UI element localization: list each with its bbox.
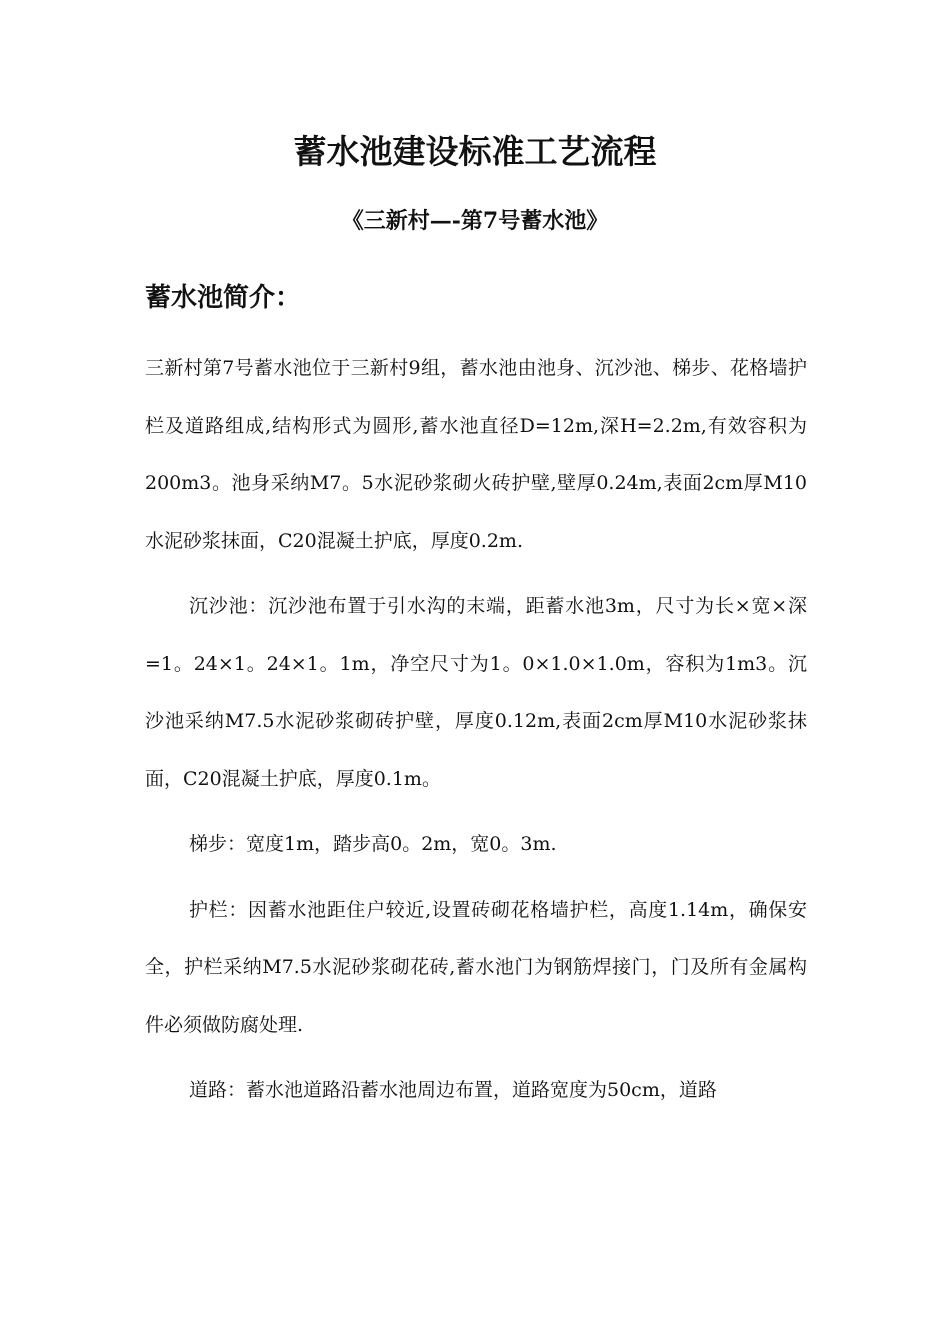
section-heading: 蓄水池简介： — [145, 283, 302, 313]
paragraph-railing: 护栏：因蓄水池距住户较近,设置砖砌花格墙护栏，高度1.14m，确保安全，护栏采纳M7.5水泥砂浆砌花砖,蓄水池门为钢筋焊接门，门及所有金属构件必须做防腐处理. — [145, 898, 807, 1036]
document-subtitle: 《三新村—-第7号蓄水池》 — [341, 208, 609, 234]
document-body — [145, 340, 807, 1120]
paragraph-steps: 梯步：宽度1m，踏步高0。2m，宽0。3m. — [189, 833, 557, 855]
paragraph-sediment-tank: 沉沙池：沉沙池布置于引水沟的末端，距蓄水池3m，尺寸为长×宽×深=1。24×1。24×1。1m，净空尺寸为1。0×1.0×1.0m，容积为1m3。沉沙池采纳M7.5水泥砂浆砌砖护壁，厚度0.12m,表面2cm厚M10水泥砂浆抹面，C20混凝土护底，厚度0.1m。 — [145, 595, 807, 790]
paragraph-intro: 三新村第7号蓄水池位于三新村9组，蓄水池由池身、沉沙池、梯步、花格墙护栏及道路组成,结构形式为圆形,蓄水池直径D=12m,深H=2.2m,有效容积为200m3。池身采纳M7。5水泥砂浆砌火砖护壁,壁厚0.24m,表面2cm厚M10水泥砂浆抹面，C20混凝土护底，厚度0.2m. — [145, 357, 807, 552]
document-title: 蓄水池建设标准工艺流程 — [293, 132, 657, 171]
paragraph-road: 道路：蓄水池道路沿蓄水池周边布置，道路宽度为50cm，道路 — [189, 1079, 717, 1101]
